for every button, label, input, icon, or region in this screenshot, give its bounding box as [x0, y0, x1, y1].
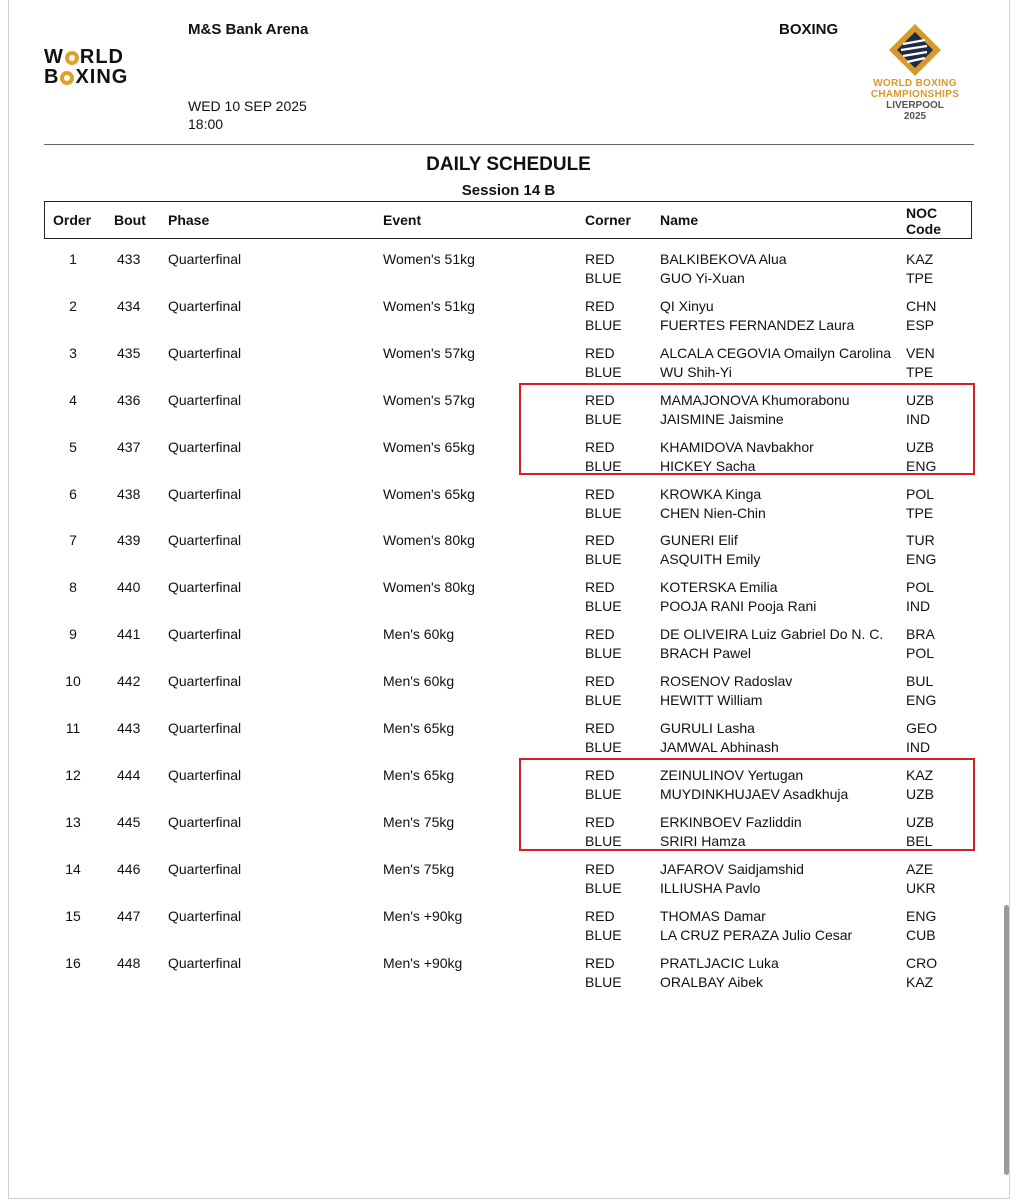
- red-boxer-name: GUNERI Elif: [660, 532, 738, 549]
- order-cell: 15: [65, 907, 81, 924]
- table-row: [0, 531, 1017, 577]
- phase-cell: Quarterfinal: [168, 860, 242, 877]
- blue-boxer-name: SRIRI Hamza: [660, 832, 746, 849]
- discipline-label: BOXING: [779, 21, 839, 38]
- championship-emblem-icon: [887, 22, 943, 78]
- blue-boxer-name: ASQUITH Emily: [660, 551, 761, 568]
- phase-cell: Quarterfinal: [168, 251, 242, 267]
- order-cell: 16: [65, 954, 81, 971]
- blue-corner-cell: BLUE: [585, 316, 622, 333]
- red-noc-code: UZB: [906, 813, 934, 830]
- bout-cell: 436: [117, 391, 141, 408]
- order-cell: 13: [65, 813, 81, 830]
- red-boxer-name: GURULI Lasha: [660, 720, 755, 736]
- red-noc-code: BRA: [906, 626, 935, 643]
- event-cell: Women's 57kg: [383, 391, 475, 408]
- blue-corner-cell: BLUE: [585, 457, 622, 474]
- blue-corner-cell: BLUE: [585, 785, 622, 802]
- bout-cell: 435: [117, 344, 141, 361]
- red-boxer-name: KOTERSKA Emilia: [660, 579, 778, 596]
- blue-noc-code: ENG: [906, 551, 937, 568]
- event-cell: Men's +90kg: [383, 954, 463, 971]
- red-boxer-name: JAFAROV Saidjamshid: [660, 860, 804, 877]
- column-header-event: Event: [383, 212, 422, 228]
- ring-icon: [60, 71, 74, 85]
- phase-cell: Quarterfinal: [168, 673, 242, 690]
- red-noc-code: CHN: [906, 297, 937, 314]
- phase-cell: Quarterfinal: [168, 579, 242, 596]
- logo-text: XING: [75, 66, 129, 88]
- blue-corner-cell: BLUE: [585, 973, 622, 990]
- blue-noc-code: TPE: [906, 270, 934, 286]
- red-noc-code: KAZ: [906, 251, 934, 267]
- event-cell: Women's 57kg: [383, 344, 475, 361]
- order-cell: 11: [65, 720, 81, 736]
- blue-corner-cell: BLUE: [585, 363, 622, 380]
- blue-boxer-name: HICKEY Sacha: [660, 457, 756, 474]
- red-corner-cell: RED: [585, 720, 615, 736]
- document-title: DAILY SCHEDULE: [426, 154, 591, 175]
- phase-cell: Quarterfinal: [168, 391, 242, 408]
- red-boxer-name: KROWKA Kinga: [660, 485, 762, 502]
- table-row: [0, 250, 1017, 296]
- red-corner-cell: RED: [585, 297, 615, 314]
- order-cell: 4: [69, 391, 77, 408]
- bout-cell: 434: [117, 297, 141, 314]
- red-boxer-name: KHAMIDOVA Navbakhor: [660, 438, 814, 455]
- column-header-bout: Bout: [114, 212, 146, 228]
- table-row: [0, 672, 1017, 718]
- blue-corner-cell: BLUE: [585, 551, 622, 568]
- event-cell: Women's 51kg: [383, 251, 475, 267]
- blue-corner-cell: BLUE: [585, 598, 622, 615]
- phase-cell: Quarterfinal: [168, 297, 242, 314]
- bout-cell: 441: [117, 626, 141, 643]
- red-noc-code: ENG: [906, 907, 937, 924]
- blue-noc-code: TPE: [906, 363, 934, 380]
- red-noc-code: POL: [906, 579, 935, 596]
- bout-cell: 437: [117, 438, 141, 455]
- bout-cell: 433: [117, 251, 141, 267]
- red-corner-cell: RED: [585, 344, 615, 361]
- phase-cell: Quarterfinal: [168, 626, 242, 643]
- order-cell: 8: [69, 579, 77, 596]
- order-cell: 1: [69, 251, 77, 267]
- blue-noc-code: ENG: [906, 457, 937, 474]
- blue-boxer-name: LA CRUZ PERAZA Julio Cesar: [660, 926, 853, 943]
- blue-corner-cell: BLUE: [585, 739, 622, 755]
- event-time: 18:00: [188, 116, 224, 132]
- blue-noc-code: IND: [906, 598, 931, 615]
- logo-text: RLD: [79, 46, 124, 68]
- red-boxer-name: MAMAJONOVA Khumorabonu: [660, 391, 850, 408]
- red-corner-cell: RED: [585, 579, 615, 596]
- bout-cell: 445: [117, 813, 141, 830]
- red-boxer-name: ZEINULINOV Yertugan: [660, 766, 804, 783]
- order-cell: 14: [65, 860, 81, 877]
- red-corner-cell: RED: [585, 860, 615, 877]
- order-cell: 5: [69, 438, 77, 455]
- session-label: Session 14 B: [461, 182, 556, 199]
- blue-noc-code: IND: [906, 739, 931, 755]
- blue-corner-cell: BLUE: [585, 270, 622, 286]
- table-row: [0, 860, 1017, 906]
- event-cell: Men's 75kg: [383, 813, 455, 830]
- order-cell: 7: [69, 532, 77, 549]
- red-boxer-name: BALKIBEKOVA Alua: [660, 251, 787, 267]
- red-boxer-name: PRATLJACIC Luka: [660, 954, 779, 971]
- blue-boxer-name: ILLIUSHA Pavlo: [660, 879, 761, 896]
- phase-cell: Quarterfinal: [168, 720, 242, 736]
- logo-letter: W: [44, 46, 64, 68]
- header-divider: [44, 144, 974, 145]
- red-boxer-name: ROSENOV Radoslav: [660, 673, 793, 690]
- phase-cell: Quarterfinal: [168, 485, 242, 502]
- blue-corner-cell: BLUE: [585, 832, 622, 849]
- bout-cell: 442: [117, 673, 141, 690]
- ring-icon: [65, 51, 79, 65]
- order-cell: 3: [69, 344, 77, 361]
- bout-cell: 440: [117, 579, 141, 596]
- blue-boxer-name: JAISMINE Jaismine: [660, 410, 784, 427]
- event-cell: Men's 65kg: [383, 720, 455, 736]
- blue-noc-code: IND: [906, 410, 931, 427]
- phase-cell: Quarterfinal: [168, 907, 242, 924]
- red-noc-code: GEO: [906, 720, 938, 736]
- red-corner-cell: RED: [585, 626, 615, 643]
- table-row: [0, 907, 1017, 953]
- blue-corner-cell: BLUE: [585, 410, 622, 427]
- blue-boxer-name: GUO Yi-Xuan: [660, 270, 745, 286]
- phase-cell: Quarterfinal: [168, 954, 242, 971]
- order-cell: 10: [65, 673, 81, 690]
- red-noc-code: VEN: [906, 344, 935, 361]
- blue-corner-cell: BLUE: [585, 504, 622, 521]
- table-header: [44, 201, 972, 239]
- logo-letter: B: [44, 66, 60, 88]
- red-noc-code: CRO: [906, 954, 938, 971]
- blue-corner-cell: BLUE: [585, 879, 622, 896]
- red-corner-cell: RED: [585, 813, 615, 830]
- red-corner-cell: RED: [585, 673, 615, 690]
- championship-city: LIVERPOOL: [886, 100, 944, 111]
- red-boxer-name: ALCALA CEGOVIA Omailyn Carolina: [660, 344, 892, 361]
- order-cell: 12: [65, 766, 81, 783]
- red-noc-code: POL: [906, 485, 935, 502]
- blue-noc-code: KAZ: [906, 973, 934, 990]
- event-cell: Women's 80kg: [383, 579, 475, 596]
- red-noc-code: AZE: [906, 860, 934, 877]
- bout-cell: 439: [117, 532, 141, 549]
- blue-noc-code: UZB: [906, 785, 934, 802]
- world-boxing-logo: [44, 47, 168, 89]
- red-boxer-name: QI Xinyu: [660, 297, 714, 314]
- phase-cell: Quarterfinal: [168, 766, 242, 783]
- table-row: [0, 954, 1017, 1000]
- event-cell: Men's 60kg: [383, 626, 455, 643]
- blue-boxer-name: FUERTES FERNANDEZ Laura: [660, 316, 855, 333]
- table-row: [0, 485, 1017, 531]
- red-boxer-name: DE OLIVEIRA Luiz Gabriel Do N. C.: [660, 626, 884, 643]
- blue-noc-code: TPE: [906, 504, 934, 521]
- highlight-box: [519, 383, 975, 476]
- blue-noc-code: POL: [906, 645, 935, 662]
- event-cell: Women's 80kg: [383, 532, 475, 549]
- blue-boxer-name: MUYDINKHUJAEV Asadkhuja: [660, 785, 849, 802]
- phase-cell: Quarterfinal: [168, 438, 242, 455]
- column-header-name: Name: [660, 212, 699, 228]
- bout-cell: 447: [117, 907, 141, 924]
- blue-noc-code: BEL: [906, 832, 933, 849]
- blue-boxer-name: ORALBAY Aibek: [660, 973, 763, 990]
- bout-cell: 443: [117, 720, 141, 736]
- blue-boxer-name: POOJA RANI Pooja Rani: [660, 598, 817, 615]
- column-header-phase: Phase: [168, 212, 210, 228]
- blue-boxer-name: CHEN Nien-Chin: [660, 504, 766, 521]
- red-corner-cell: RED: [585, 485, 615, 502]
- table-row: [0, 578, 1017, 624]
- event-cell: Women's 65kg: [383, 485, 475, 502]
- red-corner-cell: RED: [585, 954, 615, 971]
- order-cell: 2: [69, 297, 77, 314]
- blue-corner-cell: BLUE: [585, 645, 622, 662]
- bout-cell: 446: [117, 860, 141, 877]
- column-header-order: Order: [53, 212, 92, 228]
- bout-cell: 448: [117, 954, 141, 971]
- blue-corner-cell: BLUE: [585, 926, 622, 943]
- event-cell: Men's 60kg: [383, 673, 455, 690]
- red-corner-cell: RED: [585, 438, 615, 455]
- red-corner-cell: RED: [585, 532, 615, 549]
- venue-name: M&S Bank Arena: [188, 21, 309, 38]
- order-cell: 9: [69, 626, 77, 643]
- event-date: WED 10 SEP 2025: [188, 98, 307, 114]
- highlight-box: [519, 758, 975, 851]
- championship-title-line2: CHAMPIONSHIPS: [870, 89, 960, 100]
- red-noc-code: UZB: [906, 391, 934, 408]
- column-header-corner: Corner: [585, 212, 631, 228]
- order-cell: 6: [69, 485, 77, 502]
- red-corner-cell: RED: [585, 391, 615, 408]
- phase-cell: Quarterfinal: [168, 344, 242, 361]
- blue-corner-cell: BLUE: [585, 692, 622, 709]
- event-cell: Men's 65kg: [383, 766, 455, 783]
- blue-boxer-name: WU Shih-Yi: [660, 363, 732, 380]
- blue-boxer-name: JAMWAL Abhinash: [660, 739, 779, 755]
- column-header-noc-code: [906, 205, 941, 237]
- red-noc-code: UZB: [906, 438, 934, 455]
- championship-year: 2025: [903, 111, 927, 122]
- blue-noc-code: ESP: [906, 316, 935, 333]
- event-cell: Women's 51kg: [383, 297, 475, 314]
- blue-boxer-name: BRACH Pawel: [660, 645, 752, 662]
- bout-cell: 438: [117, 485, 141, 502]
- bout-cell: 444: [117, 766, 141, 783]
- table-row: [0, 625, 1017, 671]
- noc-header-line2: Code: [906, 221, 941, 237]
- red-noc-code: KAZ: [906, 766, 934, 783]
- red-boxer-name: ERKINBOEV Fazliddin: [660, 813, 802, 830]
- championship-logo: [860, 22, 970, 132]
- red-corner-cell: RED: [585, 251, 615, 267]
- blue-noc-code: ENG: [906, 692, 937, 709]
- red-boxer-name: THOMAS Damar: [660, 907, 766, 924]
- event-cell: Women's 65kg: [383, 438, 475, 455]
- blue-noc-code: UKR: [906, 879, 936, 896]
- blue-boxer-name: HEWITT William: [660, 692, 763, 709]
- red-corner-cell: RED: [585, 907, 615, 924]
- red-noc-code: BUL: [906, 673, 934, 690]
- noc-header-line1: NOC: [906, 205, 938, 221]
- red-corner-cell: RED: [585, 766, 615, 783]
- event-cell: Men's 75kg: [383, 860, 455, 877]
- event-cell: Men's +90kg: [383, 907, 463, 924]
- table-row: [0, 297, 1017, 343]
- phase-cell: Quarterfinal: [168, 813, 242, 830]
- championship-title-line1: WORLD BOXING: [873, 78, 957, 89]
- blue-noc-code: CUB: [906, 926, 936, 943]
- phase-cell: Quarterfinal: [168, 532, 242, 549]
- red-noc-code: TUR: [906, 532, 935, 549]
